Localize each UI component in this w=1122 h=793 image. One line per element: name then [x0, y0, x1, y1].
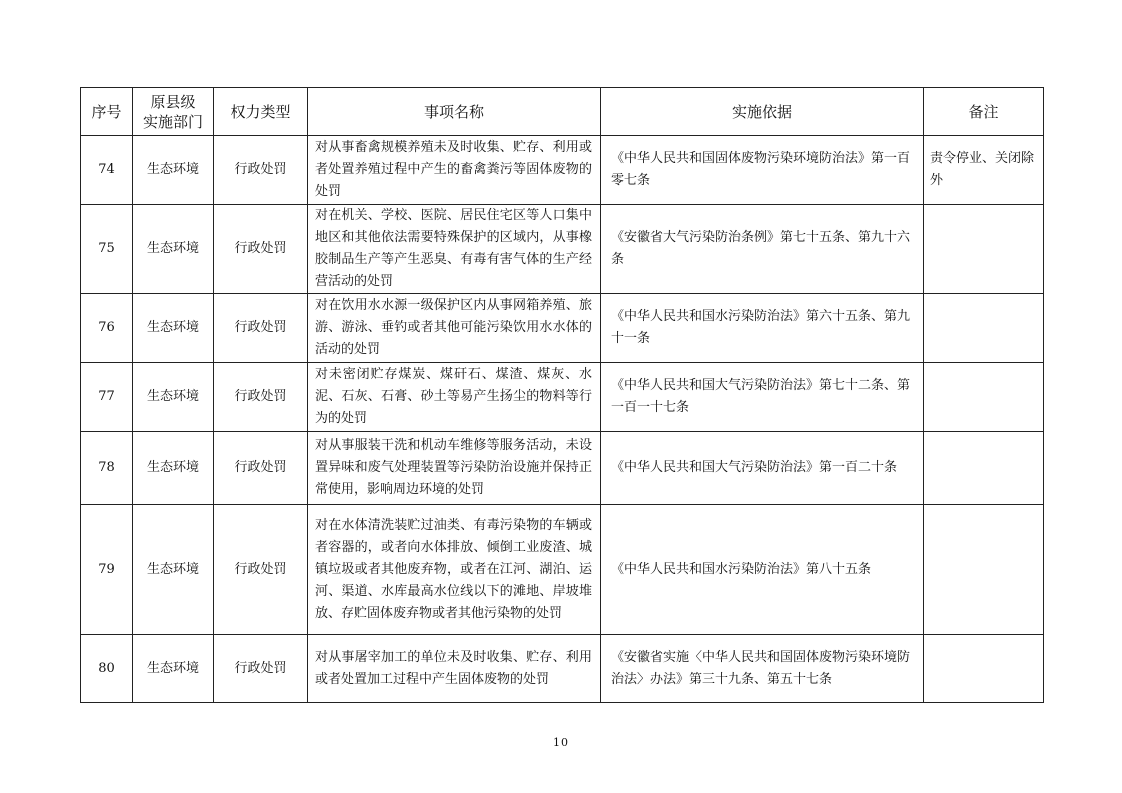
cell-name: 对从事服装干洗和机动车维修等服务活动，未设置异味和废气处理装置等污染防治设施并保持正常使用，影响周边环境的处罚	[308, 432, 601, 505]
cell-note	[924, 432, 1044, 505]
header-type: 权力类型	[214, 88, 308, 136]
table-row	[81, 294, 1044, 363]
cell-dept: 生态环境	[133, 136, 214, 205]
cell-basis: 《安徽省实施〈中华人民共和国固体废物污染环境防治法〉办法》第三十九条、第五十七条	[601, 635, 924, 703]
cell-dept: 生态环境	[133, 432, 214, 505]
cell-dept: 生态环境	[133, 635, 214, 703]
cell-name: 对在水体清洗装贮过油类、有毒污染物的车辆或者容器的，或者向水体排放、倾倒工业废渣、城镇垃圾或者其他废弃物，或者在江河、湖泊、运河、渠道、水库最高水位线以下的滩地、岸坡堆放、存贮固体废弃物或者其他污染物的处罚	[308, 505, 601, 635]
cell-num: 75	[81, 205, 133, 294]
table-row	[81, 432, 1044, 505]
cell-name: 对未密闭贮存煤炭、煤矸石、煤渣、煤灰、水泥、石灰、石膏、砂土等易产生扬尘的物料等行为的处罚	[308, 363, 601, 432]
cell-type: 行政处罚	[214, 363, 308, 432]
cell-name: 对从事畜禽规模养殖未及时收集、贮存、利用或者处置养殖过程中产生的畜禽粪污等固体废物的处罚	[308, 136, 601, 205]
cell-type: 行政处罚	[214, 205, 308, 294]
cell-name: 对从事屠宰加工的单位未及时收集、贮存、利用或者处置加工过程中产生固体废物的处罚	[308, 635, 601, 703]
cell-note	[924, 205, 1044, 294]
table-row	[81, 136, 1044, 205]
cell-type: 行政处罚	[214, 635, 308, 703]
cell-note	[924, 505, 1044, 635]
cell-basis: 《安徽省大气污染防治条例》第七十五条、第九十六条	[601, 205, 924, 294]
header-basis: 实施依据	[601, 88, 924, 136]
cell-dept: 生态环境	[133, 294, 214, 363]
cell-num: 78	[81, 432, 133, 505]
cell-type: 行政处罚	[214, 432, 308, 505]
header-note: 备注	[924, 88, 1044, 136]
table-row	[81, 505, 1044, 635]
items-table	[80, 87, 1044, 703]
cell-num: 76	[81, 294, 133, 363]
cell-type: 行政处罚	[214, 136, 308, 205]
header-num: 序号	[81, 88, 133, 136]
cell-note: 责令停业、关闭除外	[924, 136, 1044, 205]
table-row	[81, 363, 1044, 432]
cell-num: 77	[81, 363, 133, 432]
table-header-row	[81, 88, 1044, 136]
cell-note	[924, 363, 1044, 432]
table-row	[81, 205, 1044, 294]
cell-dept: 生态环境	[133, 505, 214, 635]
cell-num: 79	[81, 505, 133, 635]
header-name: 事项名称	[308, 88, 601, 136]
cell-basis: 《中华人民共和国固体废物污染环境防治法》第一百零七条	[601, 136, 924, 205]
cell-num: 80	[81, 635, 133, 703]
cell-dept: 生态环境	[133, 205, 214, 294]
cell-basis: 《中华人民共和国大气污染防治法》第七十二条、第一百一十七条	[601, 363, 924, 432]
cell-basis: 《中华人民共和国大气污染防治法》第一百二十条	[601, 432, 924, 505]
cell-num: 74	[81, 136, 133, 205]
table-row	[81, 635, 1044, 703]
cell-name: 对在饮用水水源一级保护区内从事网箱养殖、旅游、游泳、垂钓或者其他可能污染饮用水水体的活动的处罚	[308, 294, 601, 363]
header-dept	[133, 88, 214, 136]
cell-type: 行政处罚	[214, 294, 308, 363]
cell-name: 对在机关、学校、医院、居民住宅区等人口集中地区和其他依法需要特殊保护的区域内，从事橡胶制品生产等产生恶臭、有毒有害气体的生产经营活动的处罚	[308, 205, 601, 294]
page-number: 10	[553, 736, 569, 749]
header-dept-line2: 实施部门	[142, 112, 203, 131]
cell-note	[924, 635, 1044, 703]
cell-basis: 《中华人民共和国水污染防治法》第八十五条	[601, 505, 924, 635]
cell-type: 行政处罚	[214, 505, 308, 635]
header-dept-line1: 原县级	[150, 92, 196, 111]
cell-note	[924, 294, 1044, 363]
cell-dept: 生态环境	[133, 363, 214, 432]
cell-basis: 《中华人民共和国水污染防治法》第六十五条、第九十一条	[601, 294, 924, 363]
